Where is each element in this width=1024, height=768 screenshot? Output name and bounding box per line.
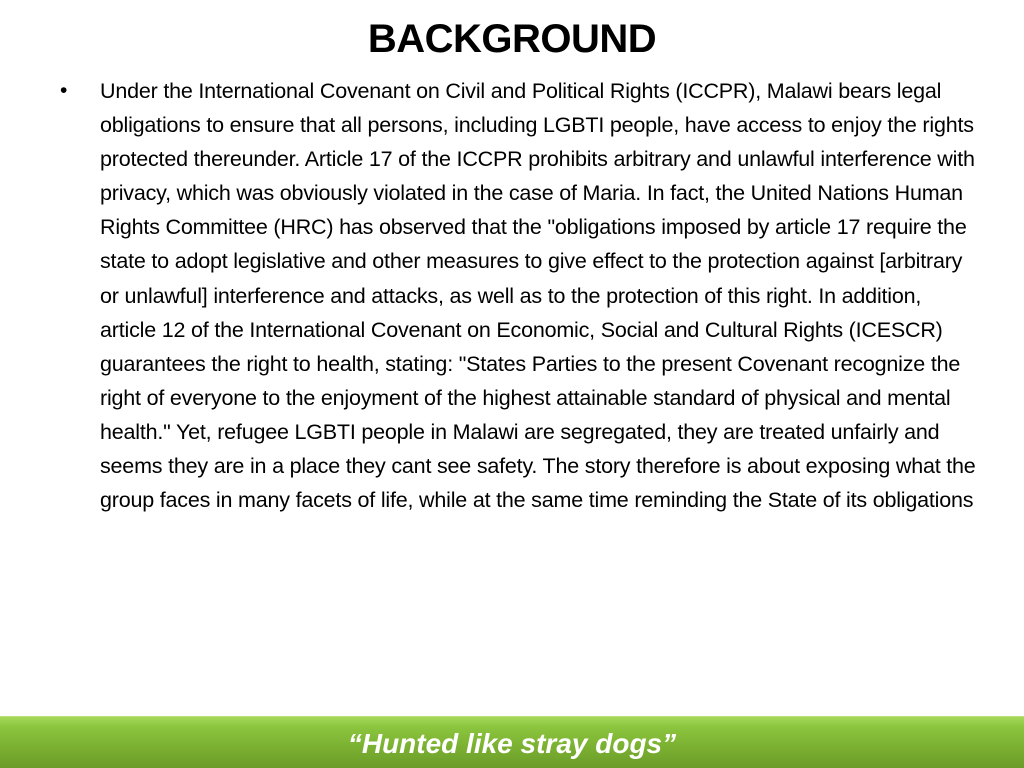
bullet-icon: • xyxy=(60,79,68,102)
body-paragraph xyxy=(60,74,978,517)
body-list xyxy=(60,74,978,517)
slide-title: BACKGROUND xyxy=(367,17,657,61)
footer-bar xyxy=(0,716,1024,768)
footer-quote: “Hunted like stray dogs” xyxy=(347,728,677,759)
body-text: Under the International Covenant on Civil and Political Rights (ICCPR), Malawi bears legal obligations to ensure that all persons, including LGBTI people, have access to enjoy the rights protected thereunder. Article 17 of the ICCPR prohibits arbitrary and unlawful interference with privacy, which was obviously violated in the case of Maria. In fact, the United Nations Human Rights Committee (HRC) has observed that the "obligations imposed by article 17 require the state to adopt legislative and other measures to give effect to the protection against [arbitrary or unlawful] interference and attacks, as well as to the protection of this right. In addition, article 12 of the International Covenant on Economic, Social and Cultural Rights (ICESCR) guarantees the right to health, stating: "States Parties to the present Covenant recognize the right of everyone to the enjoyment of the highest attainable standard of physical and mental health." Yet, refugee LGBTI people in Malawi are segregated, they are treated unfairly and seems they are in a place they cant see safety. The story therefore is about exposing what the group faces in many facets of life, while at the same time reminding the State of its obligations xyxy=(100,79,976,513)
